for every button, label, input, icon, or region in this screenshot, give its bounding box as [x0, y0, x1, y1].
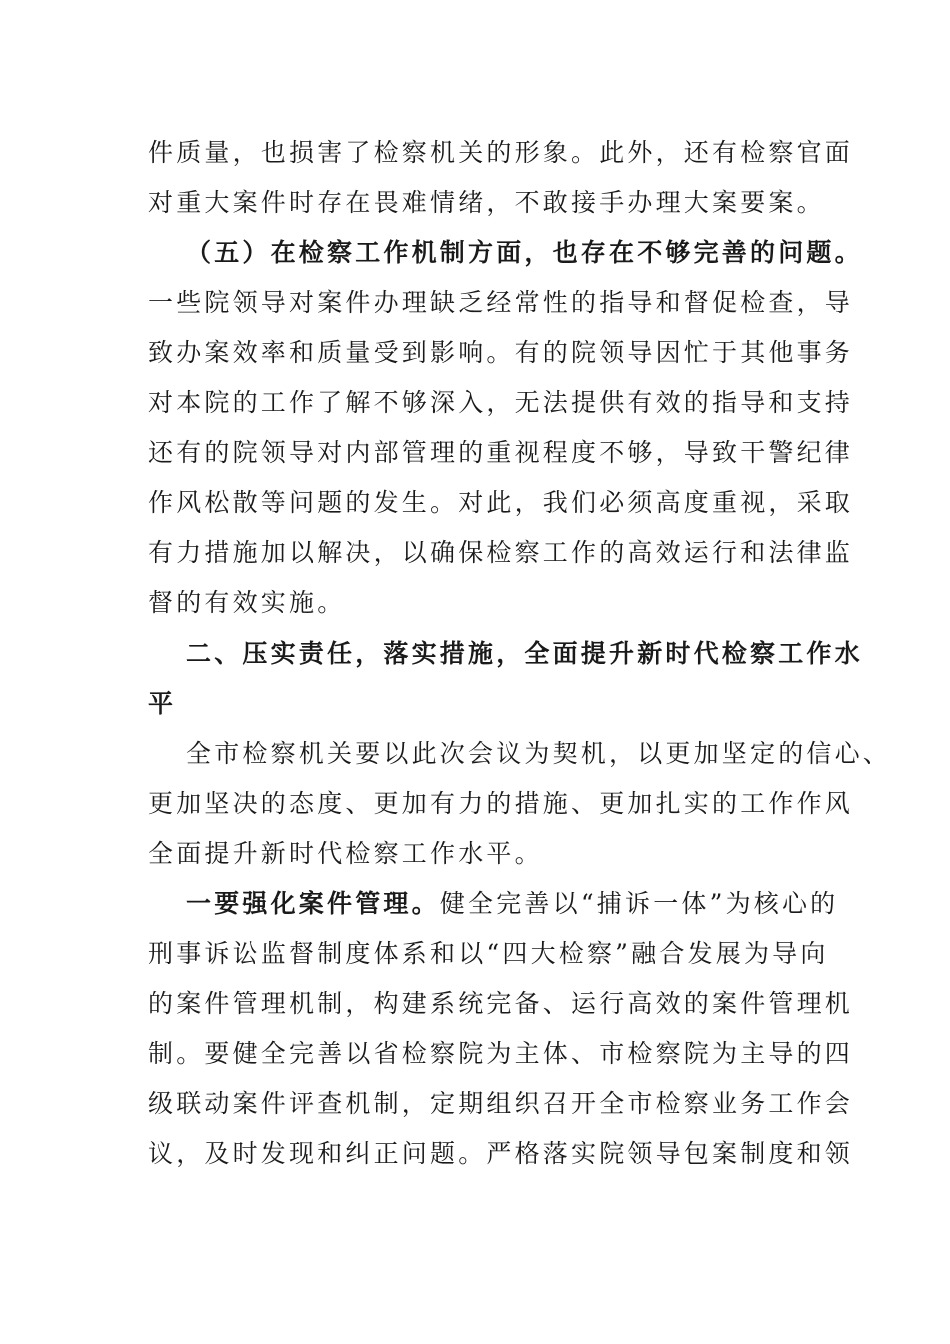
body-line: 还有的院领导对内部管理的重视程度不够，导致干警纪律: [148, 438, 854, 467]
body-line: 的案件管理机制，构建系统完备、运行高效的案件管理机: [148, 989, 854, 1018]
chapter-heading-continued: 平: [148, 689, 177, 718]
paragraph-lead-bold: 一要强化案件管理。: [186, 889, 440, 918]
body-line: 更加坚决的态度、更加有力的措施、更加扎实的工作作风: [148, 789, 854, 818]
body-line: 对本院的工作了解不够深入，无法提供有效的指导和支持: [148, 388, 854, 417]
body-line: 对重大案件时存在畏难情绪，不敢接手办理大案要案。: [148, 188, 825, 217]
body-line: 件质量，也损害了检察机关的形象。此外，还有检察官面: [148, 138, 854, 167]
body-line: 议，及时发现和纠正问题。严格落实院领导包案制度和领: [148, 1139, 854, 1168]
chapter-heading: 二、压实责任，落实措施，全面提升新时代检察工作水: [186, 639, 863, 668]
paragraph-first-line: [186, 884, 838, 924]
body-line: 制。要健全完善以省检察院为主体、市检察院为主导的四: [148, 1039, 854, 1068]
body-line: 致办案效率和质量受到影响。有的院领导因忙于其他事务: [148, 338, 854, 367]
body-line: 有力措施加以解决，以确保检察工作的高效运行和法律监: [148, 538, 854, 567]
body-line: 级联动案件评查机制，定期组织召开全市检察业务工作会: [148, 1089, 854, 1118]
body-line: 全面提升新时代检察工作水平。: [148, 839, 543, 868]
section-heading: （五）在检察工作机制方面，也存在不够完善的问题。: [186, 238, 863, 267]
body-line: 一些院领导对案件办理缺乏经常性的指导和督促检查，导: [148, 288, 854, 317]
body-line: 作风松散等问题的发生。对此，我们必须高度重视，采取: [148, 488, 854, 517]
paragraph-lead-rest: 健全完善以“捕诉一体”为核心的: [439, 889, 839, 918]
body-line: 刑事诉讼监督制度体系和以“四大检察”融合发展为导向: [148, 939, 829, 968]
body-line: 全市检察机关要以此次会议为契机，以更加坚定的信心、: [186, 739, 892, 768]
body-line: 督的有效实施。: [148, 588, 346, 617]
